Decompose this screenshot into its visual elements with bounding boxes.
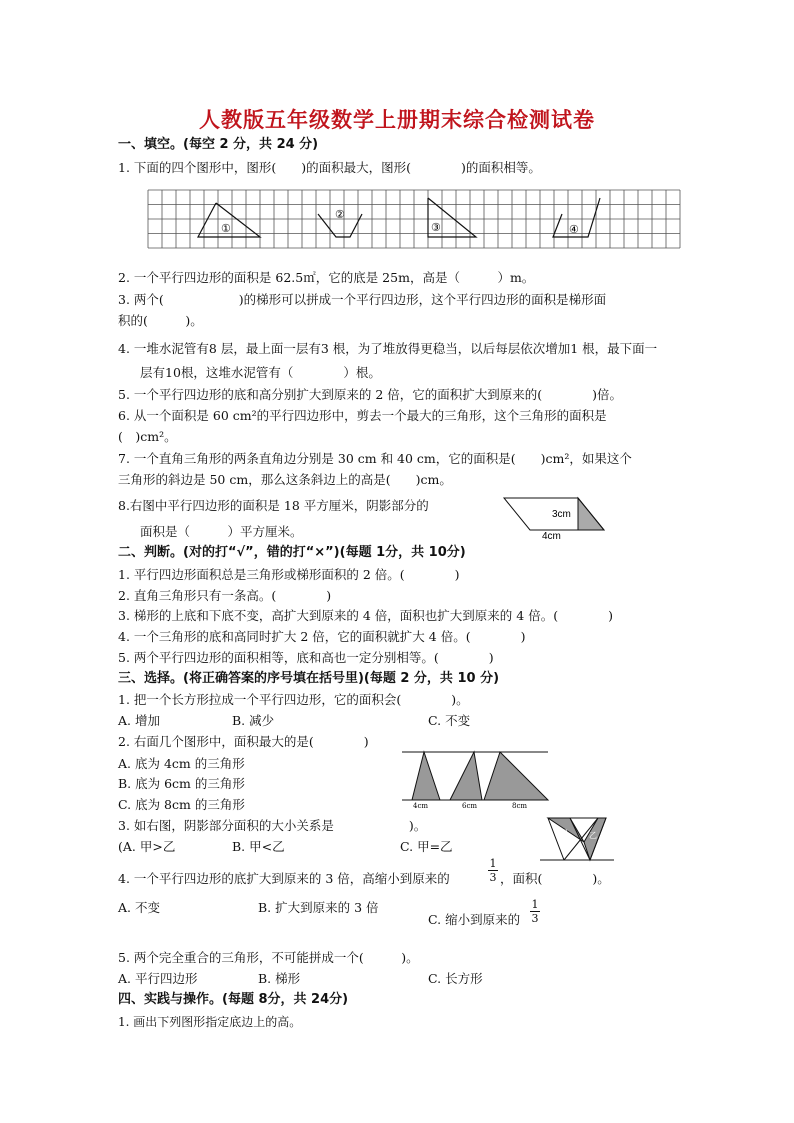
fig8-base-label: 4cm [542, 531, 561, 542]
s3-q3: 3. 如右图，阴影部分面积的大小关系是 )。 [118, 818, 427, 833]
s1-q7a: 7. 一个直角三角形的两条直角边分别是 30 cm 和 40 cm，它的面积是( )cm²，如果这个 [118, 451, 632, 466]
s1-q6b: ( )cm²。 [118, 429, 177, 444]
s3-q2-opt-a: A. 底为 4cm 的三角形 [118, 756, 245, 771]
s3-q5-opt-b: B. 梯形 [258, 971, 301, 986]
triangles-figure [402, 750, 550, 812]
s2-item-3: 3. 梯形的上底和下底不变，高扩大到原来的 4 倍，面积也扩大到原来的 4 倍。( ) [118, 608, 613, 623]
s3-q1: 1. 把一个长方形拉成一个平行四边形，它的面积会( )。 [118, 692, 469, 707]
fig2-label-1: 4cm [413, 802, 429, 810]
page-title: 人教版五年级数学上册期末综合检测试卷 [199, 108, 595, 132]
s3-q5-opt-c: C. 长方形 [428, 971, 483, 986]
fig-label-4: ④ [569, 223, 579, 236]
shaded-area-figure [540, 814, 614, 862]
s3-q4-fraction [488, 858, 498, 883]
s1-q5: 5. 一个平行四边形的底和高分别扩大到原来的 2 倍，它的面积扩大到原来的( )倍。 [118, 387, 623, 402]
s3-q1-opt-a: A. 增加 [118, 713, 160, 728]
s3-q4-post: ，面积( )。 [500, 871, 610, 886]
s3-q3-opt-a: (A. 甲>乙 [118, 839, 176, 854]
s3-q2: 2. 右面几个图形中，面积最大的是( ) [118, 734, 369, 749]
s1-q1: 1. 下面的四个图形中，图形( )的面积最大，图形( )的面积相等。 [118, 160, 541, 175]
grid-figure [148, 190, 680, 252]
s1-q3b: 积的( )。 [118, 313, 203, 328]
s2-item-5: 5. 两个平行四边形的面积相等，底和高也一定分别相等。( ) [118, 650, 494, 665]
section4-heading: 四、实践与操作。(每题 8分，共 24分) [118, 992, 349, 1007]
fig3-label-yi: 乙 [589, 831, 597, 840]
s3-q5: 5. 两个完全重合的三角形，不可能拼成一个( )。 [118, 950, 419, 965]
s4-q1: 1. 画出下列图形指定底边上的高。 [118, 1015, 302, 1029]
fig8-height-label: 3cm [552, 509, 571, 520]
s2-item-1: 1. 平行四边形面积总是三角形或梯形面积的 2 倍。( ) [118, 567, 460, 582]
fig-label-3: ③ [431, 221, 441, 234]
s3-q4-opt-c: C. 缩小到原来的 [428, 912, 521, 927]
s2-item-2: 2. 直角三角形只有一条高。( ) [118, 588, 332, 603]
parallelogram-figure [500, 494, 610, 540]
s3-q4-pre: 4. 一个平行四边形的底扩大到原来的 3 倍，高缩小到原来的 [118, 871, 450, 886]
s1-q2: 2. 一个平行四边形的面积是 62.5㎡，它的底是 25m，高是（ ）m。 [118, 270, 535, 285]
section2-heading: 二、判断。(对的打“√”，错的打“×”)(每题 1分，共 10分) [118, 545, 466, 560]
section3-heading: 三、选择。(将正确答案的序号填在括号里)(每题 2 分，共 10 分) [118, 671, 500, 686]
fig-label-2: ② [335, 208, 345, 221]
s1-q7b: 三角形的斜边是 50 cm，那么这条斜边上的高是( )cm。 [118, 472, 452, 487]
s3-q1-opt-c: C. 不变 [428, 713, 471, 728]
s3-q2-opt-b: B. 底为 6cm 的三角形 [118, 776, 245, 791]
s3-q4-opt-a: A. 不变 [118, 900, 160, 915]
s3-q2-opt-c: C. 底为 8cm 的三角形 [118, 797, 245, 812]
s3-q4-opt-c-fraction [530, 899, 540, 924]
s3-q1-opt-b: B. 减少 [232, 713, 275, 728]
fraction-numerator: 1 [489, 857, 497, 870]
fig-label-1: ① [221, 222, 231, 235]
s3-q3-opt-c: C. 甲=乙 [400, 839, 453, 854]
section1-heading: 一、填空。(每空 2 分，共 24 分) [118, 137, 319, 152]
s3-q3-opt-b: B. 甲<乙 [232, 839, 285, 854]
fraction-numerator: 1 [531, 898, 539, 911]
s1-q4b: 层有10根，这堆水泥管有（ ）根。 [140, 365, 381, 380]
fraction-denominator: 3 [489, 871, 497, 884]
s1-q6a: 6. 从一个面积是 60 cm²的平行四边形中，剪去一个最大的三角形，这个三角形的面积是 [118, 408, 607, 423]
s3-q5-opt-a: A. 平行四边形 [118, 971, 198, 986]
s1-q4a: 4. 一堆水泥管有8 层，最上面一层有3 根，为了堆放得更稳当，以后每层依次增加1 根，最下面一 [118, 341, 658, 356]
fig2-label-3: 8cm [512, 802, 528, 810]
fraction-denominator: 3 [531, 912, 539, 925]
s1-q8b: 面积是（ ）平方厘米。 [140, 524, 303, 539]
s3-q4-opt-b: B. 扩大到原来的 3 倍 [258, 900, 379, 915]
fig3-label-jia: 甲 [560, 829, 568, 838]
s1-q8a: 8.右图中平行四边形的面积是 18 平方厘米，阴影部分的 [118, 498, 429, 513]
s1-q3a: 3. 两个( )的梯形可以拼成一个平行四边形，这个平行四边形的面积是梯形面 [118, 292, 607, 307]
s2-item-4: 4. 一个三角形的底和高同时扩大 2 倍，它的面积就扩大 4 倍。( ) [118, 629, 526, 644]
fig2-label-2: 6cm [462, 802, 478, 810]
